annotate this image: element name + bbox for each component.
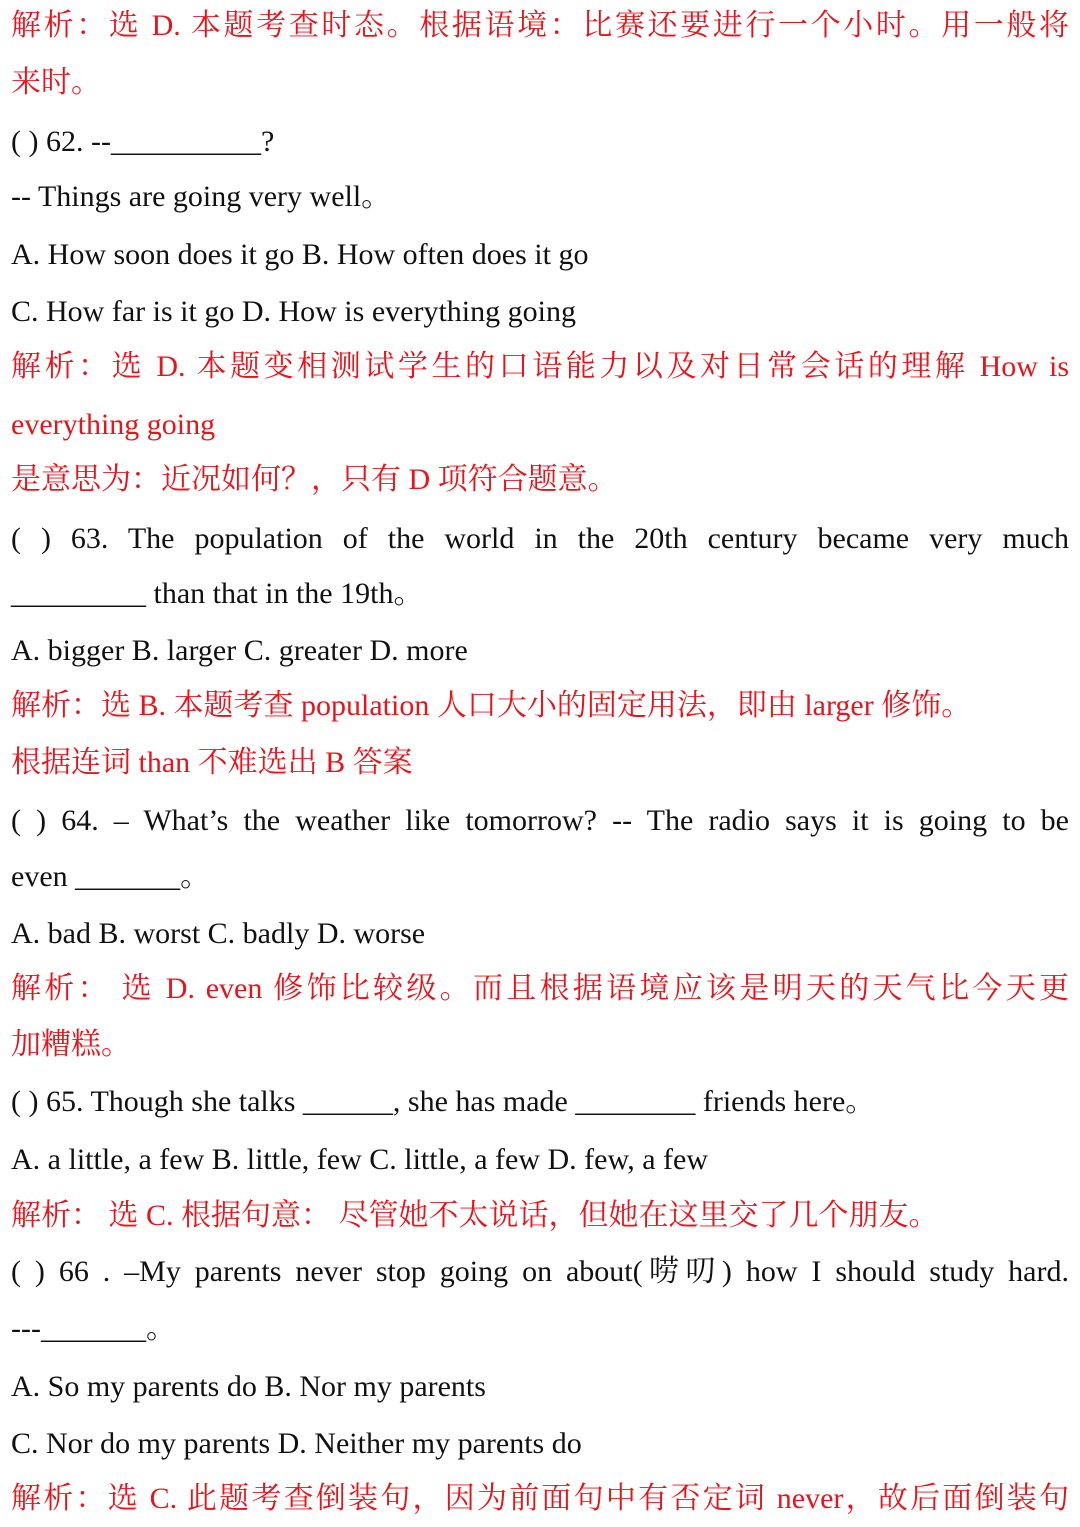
- analysis-65: 解析： 选 C. 根据句意： 尽管她不太说话，但她在这里交了几个朋友。: [11, 1199, 939, 1232]
- analysis-64-line-2: 加糟糕。: [11, 1028, 131, 1061]
- question-62-options-cd: C. How far is it go D. How is everything going: [11, 295, 576, 328]
- question-64-stem-line-1: ( ) 64. – What’s the weather like tomorrow? -- The radio says it is going to be: [11, 804, 1069, 837]
- question-66-options-cd: C. Nor do my parents D. Neither my parents do: [11, 1427, 582, 1460]
- analysis-61-line-2: 来时。: [11, 66, 101, 99]
- analysis-63-line-2: 根据连词 than 不难选出 B 答案: [11, 746, 413, 779]
- analysis-61-line-1: 解析：选 D. 本题考查时态。根据语境：比赛还要进行一个小时。用一般将: [11, 9, 1069, 42]
- analysis-62-line-2: everything going: [11, 408, 216, 441]
- analysis-62-line-3: 是意思为：近况如何？，只有 D 项符合题意。: [11, 463, 618, 496]
- question-62-reply: -- Things are going very well。: [11, 180, 392, 213]
- question-64-options: A. bad B. worst C. badly D. worse: [11, 917, 426, 950]
- question-66-stem-line-1: ( ) 66 . –My parents never stop going on about(唠叨) how I should study hard.: [11, 1255, 1069, 1288]
- analysis-63-line-1: 解析：选 B. 本题考查 population 人口大小的固定用法，即由 larger 修饰。: [11, 689, 972, 722]
- question-63-stem-line-1: ( ) 63. The population of the world in the 20th century became very much: [11, 522, 1069, 555]
- question-66-options-ab: A. So my parents do B. Nor my parents: [11, 1370, 486, 1403]
- question-63-options: A. bigger B. larger C. greater D. more: [11, 634, 468, 667]
- analysis-64-line-1: 解析： 选 D. even 修饰比较级。而且根据语境应该是明天的天气比今天更: [11, 972, 1069, 1005]
- question-62-stem: ( ) 62. --__________?: [11, 125, 275, 158]
- question-65-stem: ( ) 65. Though she talks ______, she has made ________ friends here。: [11, 1085, 876, 1118]
- question-65-options: A. a little, a few B. little, few C. little, a few D. few, a few: [11, 1143, 708, 1176]
- question-63-stem-line-2: _________ than that in the 19th。: [11, 577, 424, 610]
- analysis-66-line-1: 解析：选 C. 此题考查倒装句，因为前面句中有否定词 never，故后面倒装句: [11, 1482, 1069, 1515]
- question-62-options-ab: A. How soon does it go B. How often does it go: [11, 238, 589, 271]
- question-64-stem-line-2: even _______。: [11, 860, 211, 893]
- question-66-stem-line-2: ---_______。: [11, 1312, 176, 1345]
- analysis-62-line-1: 解析：选 D. 本题变相测试学生的口语能力以及对日常会话的理解 How is: [11, 350, 1069, 383]
